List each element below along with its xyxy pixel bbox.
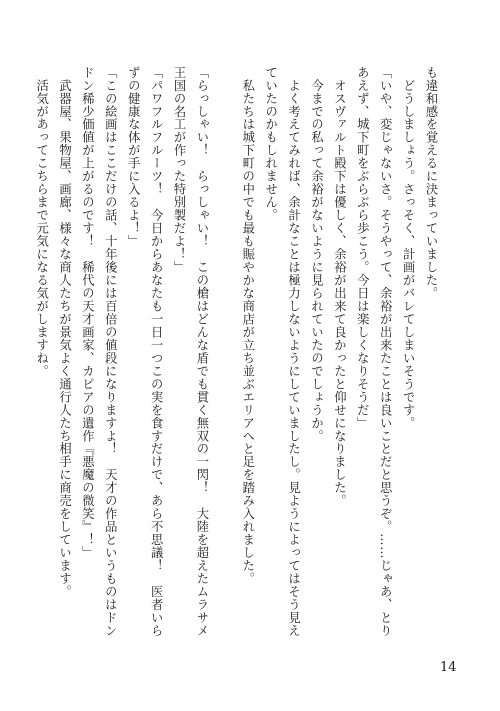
text-line: 「いや、変じゃないさ。そうやって、余裕が出来たことは良いことだと思うぞ。……じゃあ、とり (378, 66, 393, 638)
text-line: どうしましょう。さっそく、計画がバレてしまいそうです。 (401, 66, 416, 430)
text-line: 武器屋、果物屋、画廊、様々な商人たちが景気よく通行人たち相手に商売をしています。 (57, 66, 72, 599)
vertical-text-body (30, 66, 442, 638)
text-line: オスヴァルト殿下は優しく、余裕が出来て良かったと仰せになりました。 (332, 66, 347, 508)
text-line: 「この絵画はここだけの話、十年後には百倍の値段になりますよ！ 天才の作品というものはドン (103, 66, 118, 638)
text-line: も違和感を覚えるに決まっていました。 (424, 66, 438, 300)
text-line: ずの健康な体が手に入るよ！」 (126, 66, 141, 248)
text-line: 王国の名工が作った特別製だよ！」 (172, 66, 187, 274)
text-line: ドン稀少価値が上がるのです！ 稀代の天才画家、カピアの遺作『悪魔の微笑』！」 (80, 66, 95, 560)
text-line: 「らっしゃい！ らっしゃい！ この槍はどんな盾でも貫く無双の一閃！ 大陸を超えたムラサメ (194, 66, 209, 638)
text-line: あえず、城下町をぶらぶら歩こう。今日は楽しくなりそうだ」 (355, 66, 370, 430)
text-line: 活気があってこちらまで元気になる気がしますね。 (34, 66, 49, 378)
text-line: ていたのかもしれません。 (263, 66, 278, 222)
text-line: 「パワフルフルーツ！ 今日からあなたも一日一つこの実を食すだけで、あら不思議！ 医者いら (149, 66, 164, 638)
text-line: 私たちは城下町の中でも最も賑やかな商店が立ち並ぶエリアへと足を踏み入れました。 (240, 66, 255, 586)
blank-line (213, 66, 236, 618)
text-line: 今までの私って余裕がないように見られていたのでしょうか。 (309, 66, 324, 443)
page-number: 14 (440, 660, 457, 675)
text-line: よく考えてみれば、余計なことは極力しないようにしていましたし。見ようによってはそう見え (286, 66, 301, 638)
